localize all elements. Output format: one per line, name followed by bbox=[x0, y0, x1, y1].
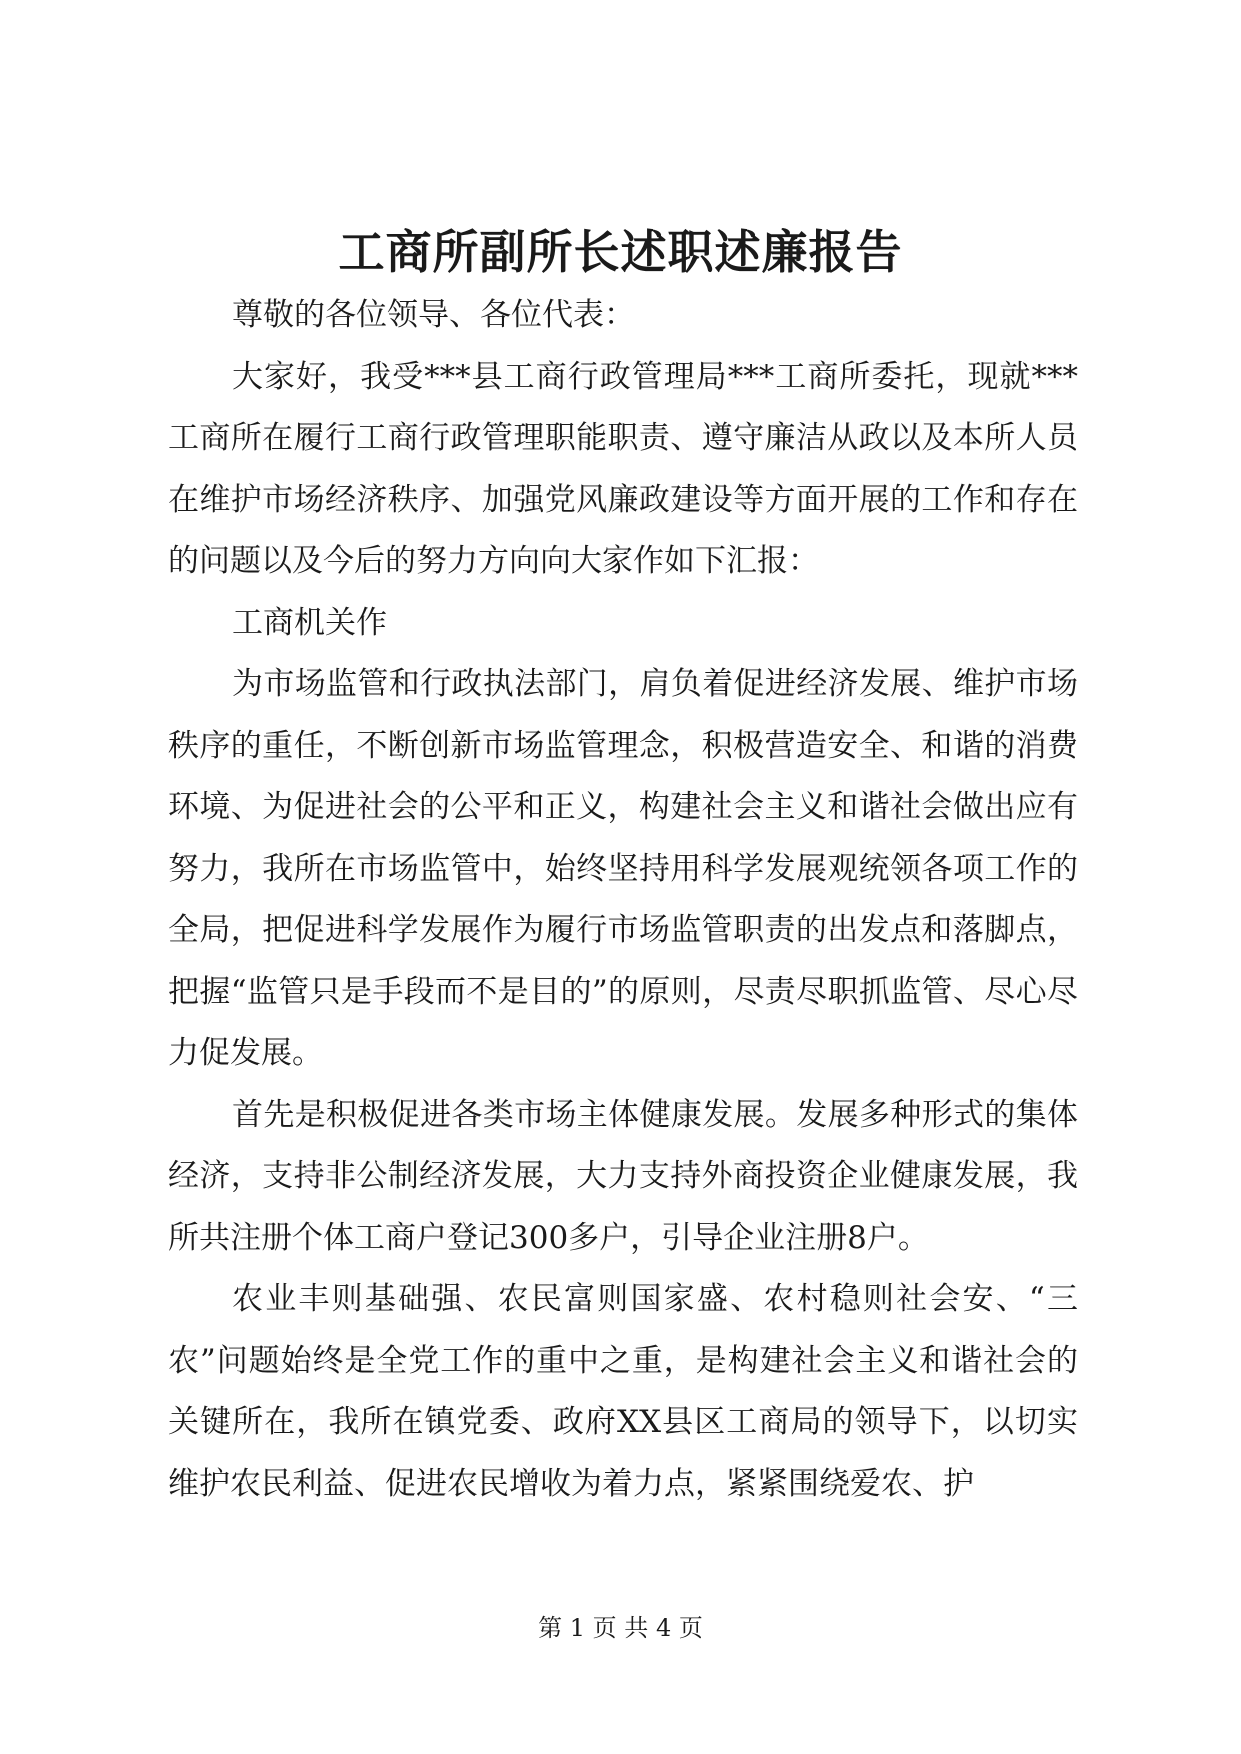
document-title: 工商所副所长述职述廉报告 bbox=[338, 225, 903, 279]
intro-paragraph: 大家好，我受***县工商行政管理局***工商所委托，现就***工商所在履行工商行政管理职能职责、遵守廉洁从政以及本所人员在维护市场经济秩序、加强党风廉政建设等方面开展的工作和存在的问题以及今后的努力方向向大家作如下汇报： bbox=[168, 358, 1078, 579]
body-paragraph: 首先是积极促进各类市场主体健康发展。发展多种形式的集体经济，支持非公制经济发展，大力支持外商投资企业健康发展，我所共注册个体工商户登记300多户，引导企业注册8户。 bbox=[168, 1096, 1078, 1256]
salutation-paragraph: 尊敬的各位领导、各位代表： bbox=[232, 297, 635, 333]
document-body bbox=[168, 285, 1078, 1515]
page-number-footer: 第 1 页 共 4 页 bbox=[538, 1614, 703, 1642]
body-paragraph: 为市场监管和行政执法部门，肩负着促进经济发展、维护市场秩序的重任，不断创新市场监管理念，积极营造安全、和谐的消费环境、为促进社会的公平和正义，构建社会主义和谐社会做出应有努力，我所在市场监管中，始终坚持用科学发展观统领各项工作的全局，把促进科学发展作为履行市场监管职责的出发点和落脚点，把握“监管只是手段而不是目的”的原则，尽责尽职抓监管、尽心尽力促发展。 bbox=[168, 666, 1078, 1071]
body-paragraph: 农业丰则基础强、农民富则国家盛、农村稳则社会安、“三农”问题始终是全党工作的重中之重，是构建社会主义和谐社会的关键所在，我所在镇党委、政府XX县区工商局的领导下，以切实维护农民利益、促进农民增收为着力点，紧紧围绕爱农、护 bbox=[168, 1281, 1078, 1502]
section-heading-paragraph: 工商机关作 bbox=[232, 604, 387, 641]
